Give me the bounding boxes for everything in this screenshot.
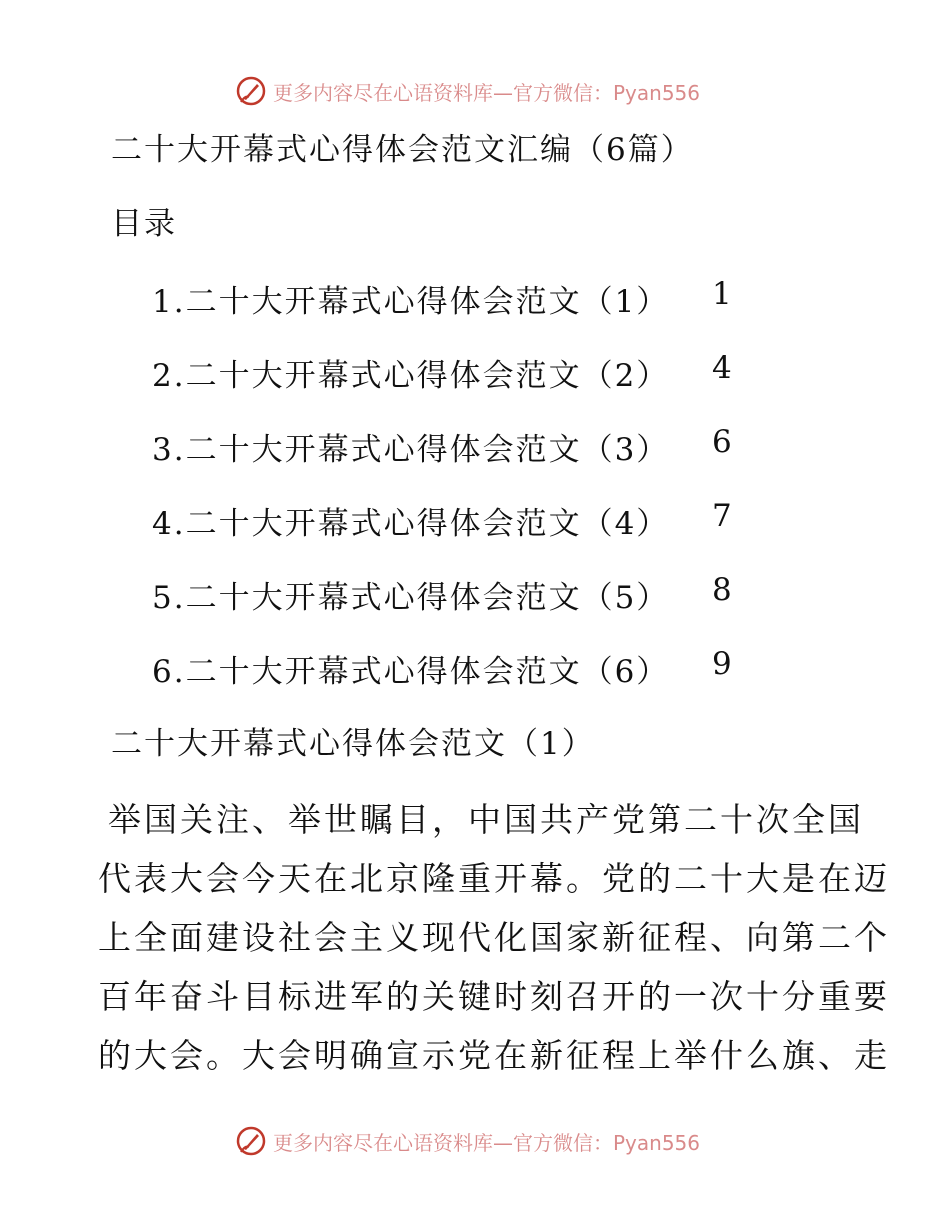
- body-paragraph: [98, 790, 890, 1085]
- body-line: 代表大会今天在北京隆重开幕。党的二十大是在迈: [98, 859, 890, 898]
- toc-entry-text: 6.二十大开幕式心得体会范文（6）: [152, 654, 670, 690]
- toc-entry-page: 8: [712, 572, 734, 608]
- header-watermark: [235, 74, 700, 108]
- body-line: 百年奋斗目标进军的关键时刻召开的一次十分重要: [98, 977, 890, 1016]
- toc-entry-page: 9: [712, 646, 734, 682]
- toc-entry-6[interactable]: [152, 646, 772, 720]
- toc-entry-text: 4.二十大开幕式心得体会范文（4）: [152, 506, 670, 542]
- toc-entry-5[interactable]: [152, 572, 772, 646]
- footer-watermark: [235, 1124, 700, 1158]
- toc-entry-page: 4: [712, 350, 734, 386]
- toc-entry-text: 2.二十大开幕式心得体会范文（2）: [152, 358, 670, 394]
- toc-entry-2[interactable]: [152, 350, 772, 424]
- toc-entry-1[interactable]: [152, 276, 772, 350]
- toc-entry-text: 5.二十大开幕式心得体会范文（5）: [152, 580, 670, 616]
- toc-entry-text: 3.二十大开幕式心得体会范文（3）: [152, 432, 670, 468]
- quill-logo-icon: [235, 75, 267, 107]
- toc-entry-3[interactable]: [152, 424, 772, 498]
- toc-entry-page: 1: [712, 276, 734, 312]
- document-title: 二十大开幕式心得体会范文汇编（6篇）: [111, 132, 694, 168]
- toc-entry-page: 6: [712, 424, 734, 460]
- section-heading: 二十大开幕式心得体会范文（1）: [111, 726, 595, 762]
- quill-logo-icon: [235, 1125, 267, 1157]
- toc-label: 目录: [111, 206, 177, 242]
- table-of-contents: [152, 276, 772, 720]
- body-line: 上全面建设社会主义现代化国家新征程、向第二个: [98, 918, 890, 957]
- toc-entry-page: 7: [712, 498, 734, 534]
- watermark-text: 更多内容尽在心语资料库—官方微信：Pyan556: [273, 1130, 701, 1155]
- toc-entry-text: 1.二十大开幕式心得体会范文（1）: [152, 284, 670, 320]
- body-line: 举国关注、举世瞩目，中国共产党第二十次全国: [108, 800, 864, 839]
- body-line: 的大会。大会明确宣示党在新征程上举什么旗、走: [98, 1036, 890, 1075]
- watermark-text: 更多内容尽在心语资料库—官方微信：Pyan556: [273, 80, 701, 105]
- toc-entry-4[interactable]: [152, 498, 772, 572]
